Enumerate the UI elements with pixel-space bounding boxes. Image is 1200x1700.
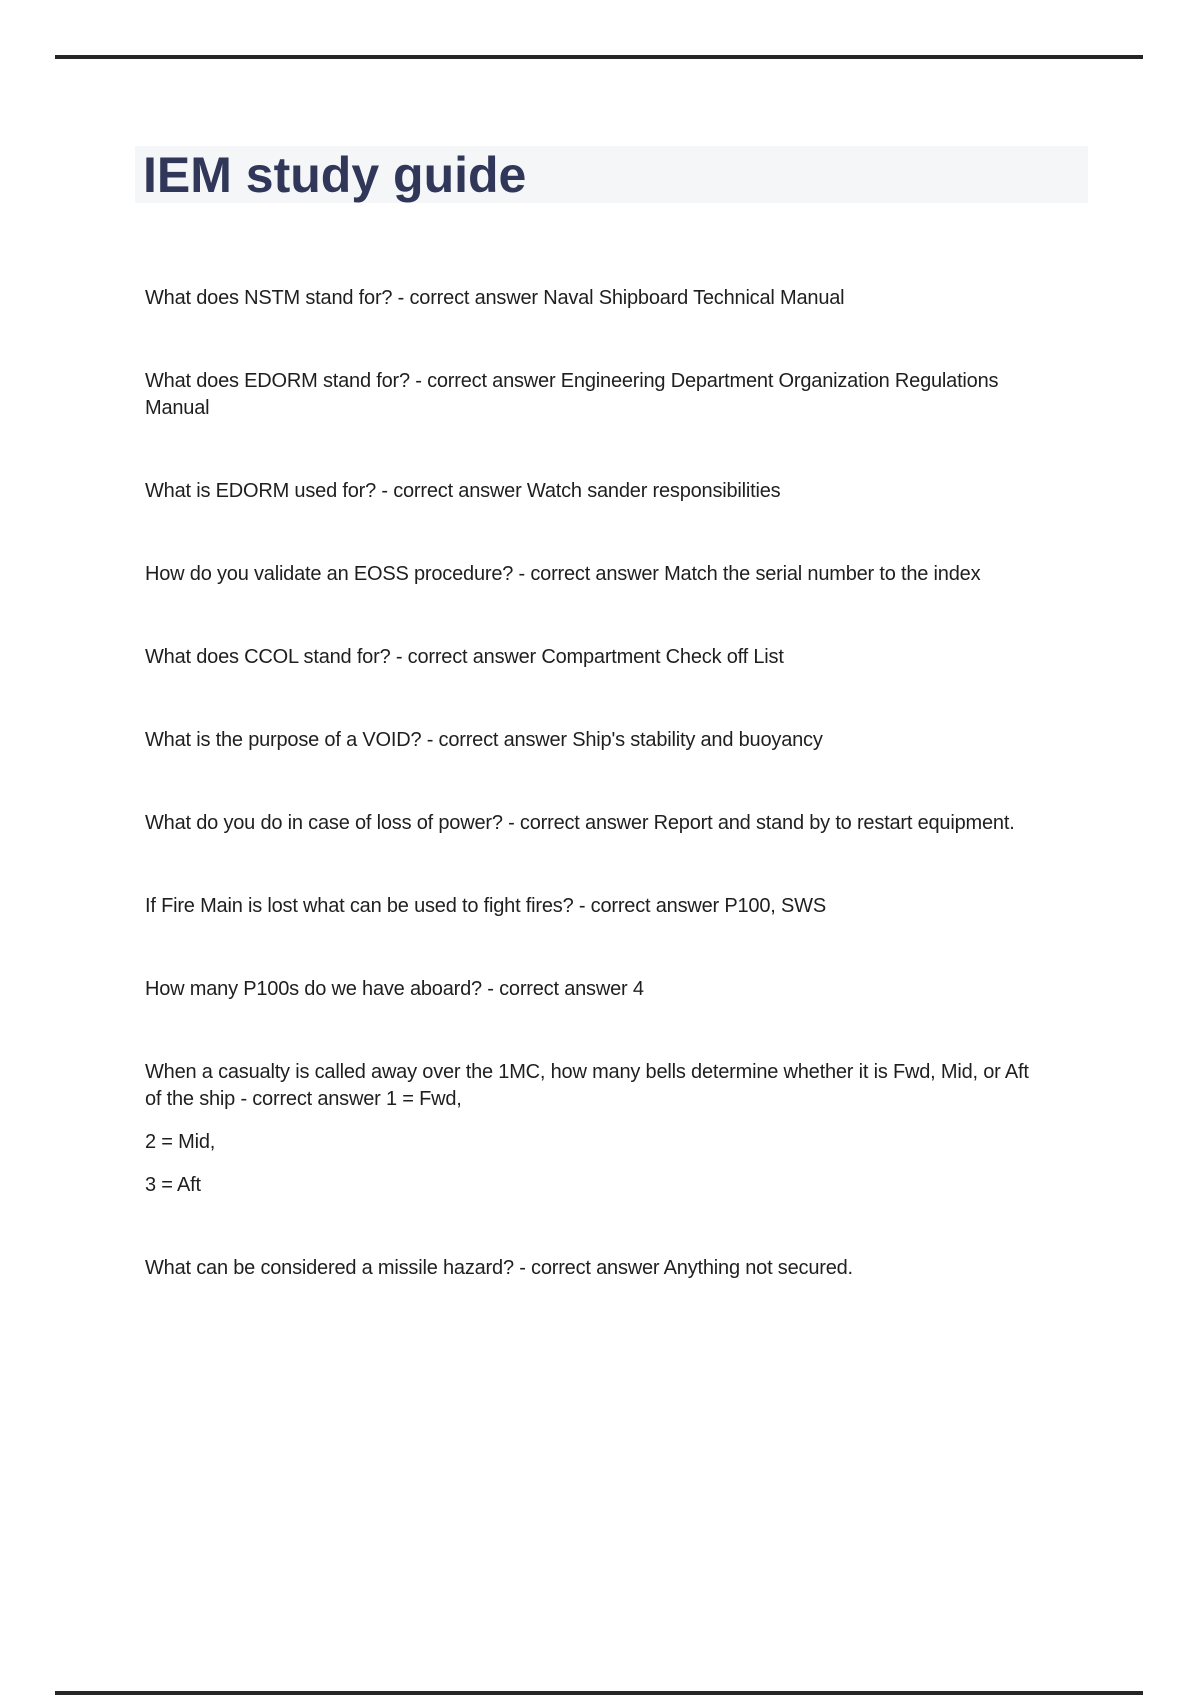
top-rule [55, 55, 1143, 59]
qa-item [145, 561, 1065, 588]
qa-line: What can be considered a missile hazard? - correct answer Anything not secured. [145, 1257, 853, 1279]
qa-line: How do you validate an EOSS procedure? - correct answer Match the serial number to the index [145, 563, 981, 585]
qa-line: When a casualty is called away over the 1MC, how many bells determine whether it is Fwd, Mid, or Aft [145, 1061, 1029, 1083]
qa-line: If Fire Main is lost what can be used to fight fires? - correct answer P100, SWS [145, 895, 826, 917]
qa-line: What does NSTM stand for? - correct answer Naval Shipboard Technical Manual [145, 287, 845, 309]
qa-list [145, 285, 1065, 1338]
qa-item [145, 893, 1065, 920]
qa-line: of the ship - correct answer 1 = Fwd, [145, 1088, 462, 1110]
page-title: IEM study guide [143, 146, 527, 203]
qa-line: 2 = Mid, [145, 1131, 216, 1153]
qa-line: Manual [145, 397, 210, 419]
bottom-rule [55, 1691, 1143, 1695]
qa-item [145, 727, 1065, 754]
qa-line: 3 = Aft [145, 1174, 201, 1196]
qa-item [145, 976, 1065, 1003]
qa-item [145, 285, 1065, 312]
qa-line: How many P100s do we have aboard? - correct answer 4 [145, 978, 644, 1000]
qa-line: What is EDORM used for? - correct answer Watch sander responsibilities [145, 480, 781, 502]
qa-line: What does EDORM stand for? - correct answer Engineering Department Organization Regulations [145, 370, 999, 392]
qa-item [145, 1172, 1065, 1199]
qa-item [145, 1255, 1065, 1282]
qa-item [145, 644, 1065, 671]
qa-item [145, 1059, 1065, 1113]
qa-line: What does CCOL stand for? - correct answer Compartment Check off List [145, 646, 784, 668]
qa-line: What do you do in case of loss of power? - correct answer Report and stand by to restart equipment. [145, 812, 1015, 834]
page-title-bar [135, 146, 1088, 203]
qa-item [145, 478, 1065, 505]
qa-line: What is the purpose of a VOID? - correct answer Ship's stability and buoyancy [145, 729, 823, 751]
qa-item [145, 1129, 1065, 1156]
qa-item [145, 810, 1065, 837]
qa-item [145, 368, 1065, 422]
